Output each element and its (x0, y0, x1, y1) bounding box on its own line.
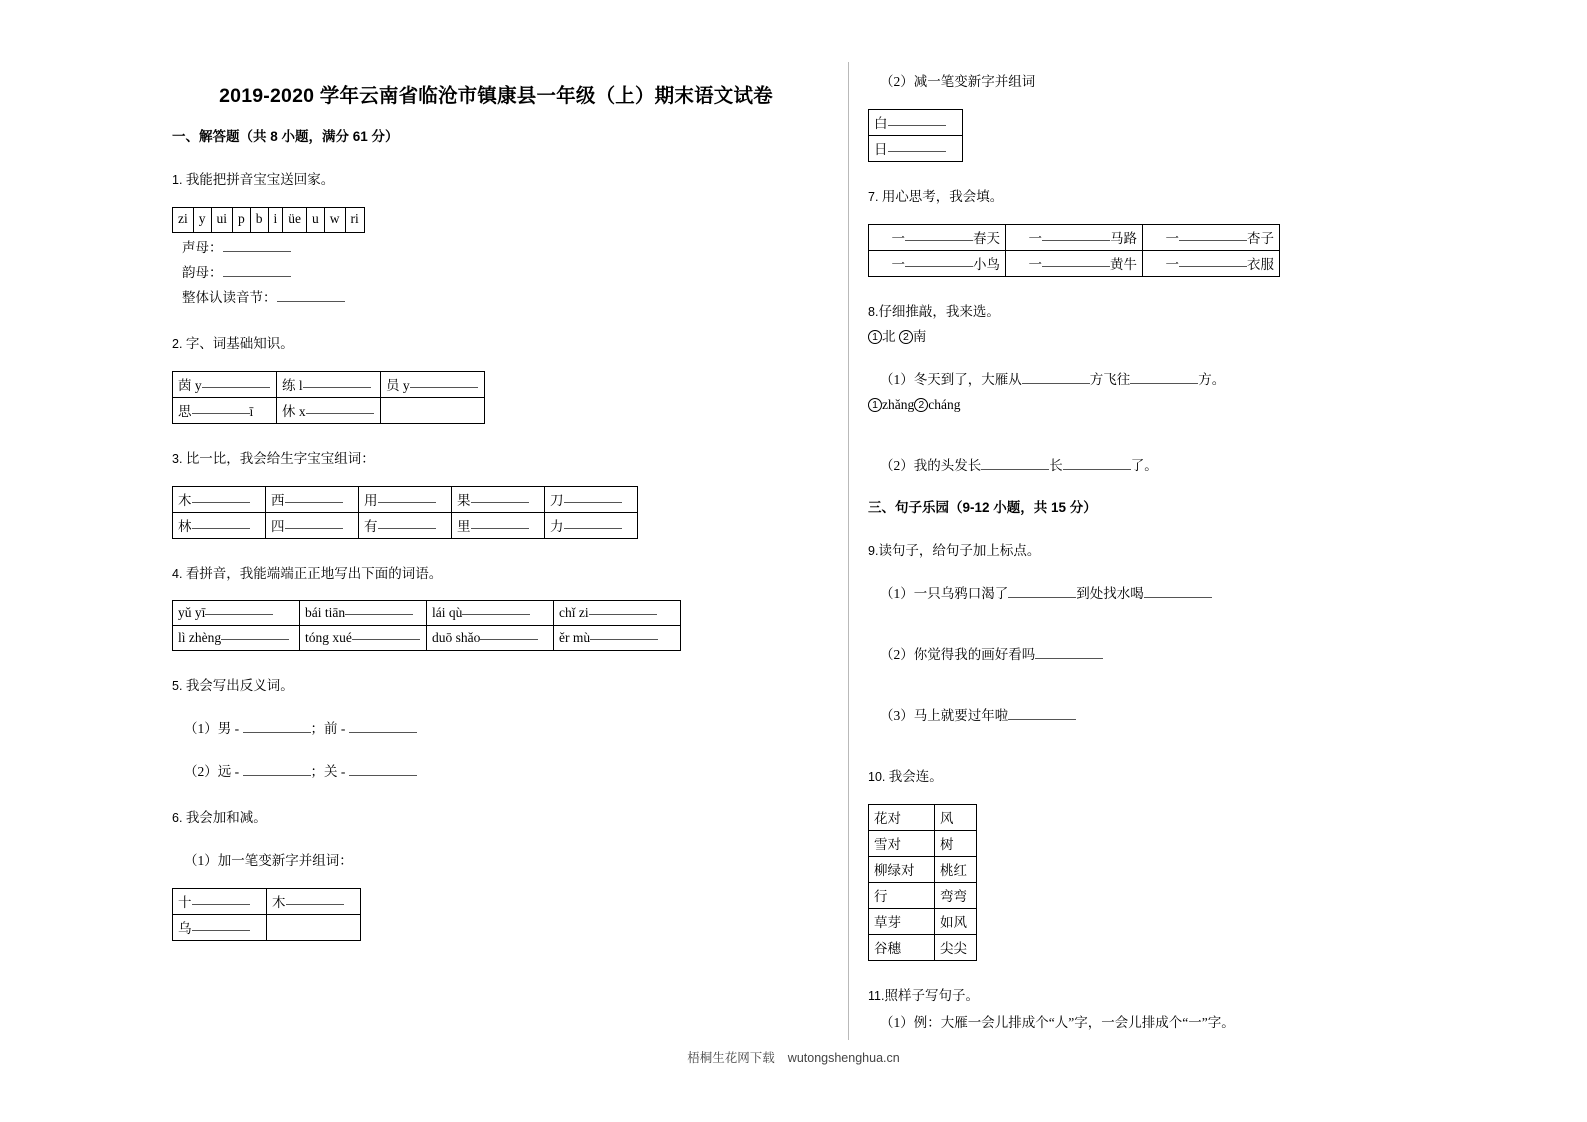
cell-pinyin: lì zhèng (178, 629, 222, 645)
table-cell[interactable] (1006, 224, 1143, 250)
item-text-c: 方。 (1198, 371, 1226, 387)
cell-blank[interactable] (221, 639, 289, 640)
option-text: 北 (882, 328, 896, 344)
question-5-item-1 (184, 719, 820, 740)
cell-blank[interactable] (306, 413, 374, 414)
item-word-b: 前 - (324, 721, 346, 737)
match-left[interactable]: 柳绿对 (869, 857, 935, 883)
cell-suffix: 春天 (973, 230, 1000, 246)
table-row (173, 512, 638, 538)
cell-pinyin: bái tiān (305, 604, 346, 620)
item-text-b: 长 (1049, 457, 1063, 473)
cell-pinyin: tóng xué (305, 629, 352, 645)
answer-blank[interactable] (981, 469, 1049, 470)
cell-blank[interactable] (378, 502, 436, 503)
question-1-text: 我能把拼音宝宝送回家。 (185, 172, 335, 187)
question-6-text: 我会加和减。 (185, 810, 267, 826)
pinyin-cell: üe (283, 207, 307, 232)
table-row (173, 371, 485, 397)
yunmu-blank[interactable] (223, 276, 291, 277)
table-cell[interactable] (452, 486, 545, 512)
question-2-prompt (172, 334, 820, 355)
item-label: （1） (184, 721, 218, 737)
table-row (869, 250, 1280, 276)
cell-blank[interactable] (1179, 266, 1247, 267)
table-cell[interactable] (1006, 250, 1143, 276)
cell-char: 西 (271, 492, 285, 508)
question-6-prompt (172, 808, 820, 829)
item-text-a: 我的头发长 (913, 457, 982, 473)
cell-prefix: 一 (891, 256, 905, 272)
match-right[interactable]: 树 (935, 831, 977, 857)
answer-blank[interactable] (1144, 597, 1212, 598)
question-9-prompt (868, 541, 1428, 562)
cell-blank[interactable] (205, 614, 273, 615)
table-cell[interactable] (427, 626, 554, 651)
question-2-text: 字、词基础知识。 (185, 335, 294, 351)
question-8-options-1 (868, 327, 1428, 348)
cell-char: 刀 (550, 492, 564, 508)
cell-suffix: 杏子 (1247, 230, 1274, 246)
cell-prefix: 一 (891, 230, 905, 246)
item-text-a: 马上就要过年啦 (913, 708, 1009, 724)
item-text-b: 方飞往 (1089, 371, 1131, 387)
cell-blank[interactable] (589, 614, 657, 615)
match-left[interactable]: 草芽 (869, 909, 935, 935)
match-right[interactable]: 如风 (935, 909, 977, 935)
question-3-table (172, 486, 638, 539)
cell-prefix: 一 (1028, 256, 1042, 272)
pinyin-cell: w (324, 207, 345, 232)
option-circle-1[interactable]: 1 (868, 398, 882, 412)
question-2-table (172, 371, 485, 424)
table-cell[interactable] (545, 486, 638, 512)
cell-blank[interactable] (303, 387, 371, 388)
cell-prefix: 一 (1165, 230, 1179, 246)
table-cell[interactable] (381, 371, 485, 397)
cell-blank[interactable] (471, 528, 529, 529)
item-text-c: 了。 (1130, 457, 1158, 473)
cell-blank[interactable] (192, 413, 250, 414)
table-cell[interactable] (173, 371, 277, 397)
table-row (173, 889, 361, 915)
cell-pinyin: yǔ yī (178, 604, 206, 620)
cell-blank[interactable] (1179, 240, 1247, 241)
cell-char: 力 (550, 518, 564, 534)
cell-prefix: 思 (178, 403, 192, 419)
table-row (869, 831, 977, 857)
cell-char: 四 (271, 518, 285, 534)
question-1-pinyin-table (172, 207, 365, 233)
table-cell[interactable] (173, 601, 300, 626)
table-cell[interactable] (266, 512, 359, 538)
question-8-text: 仔细推敲，我来选。 (878, 303, 1000, 319)
answer-blank[interactable] (1008, 597, 1076, 598)
question-10-number: 10. (868, 770, 886, 785)
question-7-table (868, 224, 1280, 277)
pinyin-cell: u (307, 207, 325, 232)
pinyin-cell: ri (345, 207, 364, 232)
zhengti-label: 整体认读音节： (182, 290, 277, 306)
answer-blank[interactable] (1130, 383, 1198, 384)
table-row (173, 601, 681, 626)
question-6-sub-2: （2）减一笔变新字并组词 (880, 74, 1036, 89)
match-right[interactable]: 风 (935, 805, 977, 831)
left-column (172, 62, 820, 941)
question-11-prompt (868, 986, 1428, 1007)
table-cell[interactable] (869, 135, 963, 161)
table-row (869, 909, 977, 935)
match-left[interactable]: 花对 (869, 805, 935, 831)
table-cell[interactable] (173, 512, 266, 538)
item-label: （3） (880, 708, 914, 724)
question-3-number: 3. (172, 451, 183, 466)
cell-pinyin: lái qù (432, 604, 463, 620)
question-7-text: 用心思考，我会填。 (881, 188, 1004, 204)
cell-blank[interactable] (192, 528, 250, 529)
item-word-a: 男 - (217, 721, 240, 737)
cell-blank[interactable] (1042, 240, 1110, 241)
match-right[interactable]: 尖尖 (935, 935, 977, 961)
table-cell[interactable] (1143, 250, 1280, 276)
item-text-a: 你觉得我的画好看吗 (913, 647, 1036, 663)
table-cell[interactable] (266, 486, 359, 512)
answer-blank[interactable] (1022, 383, 1090, 384)
question-4-text: 看拼音，我能端端正正地写出下面的词语。 (185, 565, 443, 581)
page-footer (0, 1048, 1587, 1066)
pinyin-cell: b (250, 207, 268, 232)
table-cell[interactable] (300, 601, 427, 626)
cell-blank[interactable] (192, 904, 250, 905)
yunmu-label: 韵母： (182, 265, 223, 281)
item-label: （2） (880, 647, 914, 663)
table-cell[interactable] (869, 250, 1006, 276)
cell-suffix: 小鸟 (973, 256, 1000, 272)
table-row (869, 935, 977, 961)
cell-blank[interactable] (378, 528, 436, 529)
question-4-table (172, 600, 681, 651)
table-cell[interactable] (359, 512, 452, 538)
answer-blank[interactable] (349, 775, 417, 776)
table-cell[interactable] (452, 512, 545, 538)
column-divider (848, 62, 849, 1040)
cell-prefix: 一 (1028, 230, 1042, 246)
match-right[interactable]: 弯弯 (935, 883, 977, 909)
table-row (173, 626, 681, 651)
pinyin-cell: i (268, 207, 283, 232)
cell-prefix: 练 l (282, 377, 303, 393)
page-title: 2019-2020 学年云南省临沧市镇康县一年级（上）期末语文试卷 (219, 85, 773, 107)
question-7-number: 7. (868, 189, 879, 204)
table-cell[interactable] (277, 397, 381, 423)
cell-blank[interactable] (192, 930, 250, 931)
question-1-shengmu-row (182, 238, 820, 258)
question-8-number: 8. (868, 304, 879, 319)
shengmu-label: 声母： (182, 239, 223, 255)
question-8-options-2 (868, 395, 1428, 416)
table-row (869, 224, 1280, 250)
cell-blank[interactable] (590, 639, 658, 640)
cell-blank[interactable] (202, 387, 270, 388)
question-9-text: 读句子，给句子加上标点。 (878, 543, 1041, 559)
table-cell[interactable] (554, 601, 681, 626)
table-cell[interactable] (173, 915, 267, 941)
cell-prefix: 一 (1165, 256, 1179, 272)
cell-blank[interactable] (345, 614, 413, 615)
question-11-number: 11. (868, 989, 885, 1004)
item-text-a: 冬天到了，大雁从 (913, 371, 1022, 387)
cell-blank[interactable] (888, 125, 946, 126)
option-text: 南 (912, 328, 927, 344)
cell-blank[interactable] (285, 528, 343, 529)
table-row (869, 857, 977, 883)
cell-blank[interactable] (888, 151, 946, 152)
question-3-text: 比一比，我会给生字宝宝组词： (185, 450, 375, 466)
table-row (173, 915, 361, 941)
question-5-text: 我会写出反义词。 (185, 678, 294, 694)
cell-pinyin: duō shǎo (432, 629, 481, 645)
match-right[interactable]: 桃红 (935, 857, 977, 883)
cell-blank[interactable] (905, 266, 973, 267)
item-label: （2） (880, 457, 914, 473)
cell-char: 木 (272, 895, 286, 911)
question-10-text: 我会连。 (888, 769, 943, 785)
question-6-sub-1: （1）加一笔变新字并组词： (184, 853, 353, 869)
cell-blank[interactable] (564, 502, 622, 503)
question-8-item-1 (880, 370, 1428, 391)
table-row (173, 207, 365, 232)
item-label: （1） (880, 371, 914, 387)
cell-char: 十 (178, 895, 192, 911)
cell-char: 木 (178, 492, 192, 508)
item-text-a: 一只乌鸦口渴了 (913, 586, 1009, 602)
pinyin-cell: y (193, 207, 211, 232)
cell-char: 乌 (178, 921, 192, 937)
question-5-item-2 (184, 762, 820, 783)
cell-pinyin: ěr mù (559, 629, 591, 645)
cell-char: 林 (178, 518, 192, 534)
question-9-item-1 (880, 584, 1428, 605)
table-cell-empty (267, 915, 361, 941)
cell-suffix: 马路 (1110, 230, 1137, 246)
table-row (869, 883, 977, 909)
question-8-item-2 (880, 456, 1428, 477)
question-1-zhengti-row (182, 288, 820, 308)
question-5-prompt (172, 676, 820, 697)
match-left[interactable]: 行 (869, 883, 935, 909)
item-label: （2） (184, 764, 218, 780)
question-9-item-3 (880, 706, 1428, 727)
table-cell[interactable] (173, 397, 277, 423)
question-5-number: 5. (172, 679, 183, 694)
cell-blank[interactable] (462, 614, 530, 615)
answer-blank[interactable] (1035, 658, 1103, 659)
item-text-b: 到处找水喝 (1076, 586, 1144, 602)
pinyin-cell: ui (211, 207, 233, 232)
item-word-b: 关 - (324, 764, 346, 780)
table-cell[interactable] (869, 224, 1006, 250)
question-6-table-2 (868, 109, 963, 162)
table-row (173, 397, 485, 423)
cell-blank[interactable] (471, 502, 529, 503)
table-cell[interactable] (267, 889, 361, 915)
shengmu-blank[interactable] (223, 251, 291, 252)
table-cell[interactable] (173, 486, 266, 512)
question-11-example: （1）例：大雁一会儿排成个“人”字，一会儿排成个“一”字。 (880, 1014, 1235, 1030)
match-left[interactable]: 雪对 (869, 831, 935, 857)
question-2-number: 2. (172, 336, 183, 351)
cell-prefix: 员 y (386, 377, 410, 393)
table-row (869, 805, 977, 831)
table-cell[interactable] (869, 109, 963, 135)
footer-site-name: 梧桐生花网下载 (687, 1051, 775, 1065)
question-7-prompt (868, 187, 1428, 208)
item-separator: ； (310, 764, 324, 780)
cell-blank[interactable] (1042, 266, 1110, 267)
question-8-prompt (868, 302, 1428, 323)
table-cell[interactable] (359, 486, 452, 512)
cell-blank[interactable] (286, 904, 344, 905)
table-cell[interactable] (300, 626, 427, 651)
option-text: zhǎng (882, 396, 915, 412)
question-4-prompt (172, 564, 820, 585)
cell-char: 用 (364, 492, 378, 508)
cell-prefix: 休 x (282, 403, 306, 419)
option-circle-2[interactable]: 2 (899, 330, 913, 344)
question-1-prompt (172, 170, 820, 191)
table-cell[interactable] (173, 626, 300, 651)
question-1-yunmu-row (182, 263, 820, 283)
table-cell[interactable] (1143, 224, 1280, 250)
question-6-number: 6. (172, 811, 183, 826)
answer-blank[interactable] (243, 732, 311, 733)
question-4-number: 4. (172, 566, 183, 581)
option-text: cháng (928, 396, 961, 412)
table-cell[interactable] (277, 371, 381, 397)
right-column (868, 62, 1428, 1034)
footer-site-url: wutongshenghua.cn (787, 1051, 900, 1065)
cell-suffix: 黄牛 (1110, 256, 1137, 272)
answer-blank[interactable] (243, 775, 311, 776)
cell-blank[interactable] (410, 387, 478, 388)
pinyin-cell: p (233, 207, 251, 232)
question-9-item-2 (880, 645, 1428, 666)
cell-blank[interactable] (192, 502, 250, 503)
question-11-text: 照样子写句子。 (884, 988, 979, 1004)
cell-suffix: ī (249, 403, 254, 419)
item-label: （1） (880, 586, 914, 602)
answer-blank[interactable] (349, 732, 417, 733)
cell-blank[interactable] (480, 639, 538, 640)
table-row (869, 135, 963, 161)
section-heading-one: 一、解答题（共 8 小题，满分 61 分） (172, 129, 399, 144)
cell-blank[interactable] (285, 502, 343, 503)
cell-blank[interactable] (905, 240, 973, 241)
table-cell[interactable] (545, 512, 638, 538)
cell-char: 有 (364, 518, 378, 534)
option-circle-2[interactable]: 2 (914, 398, 928, 412)
cell-blank[interactable] (564, 528, 622, 529)
question-3-prompt (172, 449, 820, 470)
question-9-number: 9. (868, 544, 879, 559)
cell-char: 日 (874, 141, 888, 157)
table-row (173, 486, 638, 512)
section-heading-three: 三、句子乐园（9-12 小题，共 15 分） (868, 500, 1097, 516)
question-10-match-table (868, 804, 977, 961)
question-6-table-1 (172, 888, 361, 941)
answer-blank[interactable] (1008, 719, 1076, 720)
cell-char: 果 (457, 492, 471, 508)
item-separator: ； (310, 721, 324, 737)
pinyin-cell: zi (173, 207, 194, 232)
table-cell[interactable] (554, 626, 681, 651)
cell-char: 白 (874, 115, 888, 131)
answer-blank[interactable] (1063, 469, 1131, 470)
cell-prefix: 茵 y (178, 377, 202, 393)
cell-blank[interactable] (352, 639, 420, 640)
zhengti-blank[interactable] (277, 301, 345, 302)
table-cell[interactable] (173, 889, 267, 915)
option-circle-1[interactable]: 1 (868, 330, 882, 344)
cell-pinyin: chǐ zi (559, 604, 589, 620)
match-left[interactable]: 谷穗 (869, 935, 935, 961)
item-word-a: 远 - (217, 764, 240, 780)
cell-char: 里 (457, 518, 471, 534)
table-row (869, 109, 963, 135)
table-cell[interactable] (427, 601, 554, 626)
cell-suffix: 衣服 (1247, 256, 1274, 272)
question-10-prompt (868, 767, 1428, 788)
question-1-number: 1. (172, 173, 183, 187)
table-cell-empty (381, 397, 485, 423)
